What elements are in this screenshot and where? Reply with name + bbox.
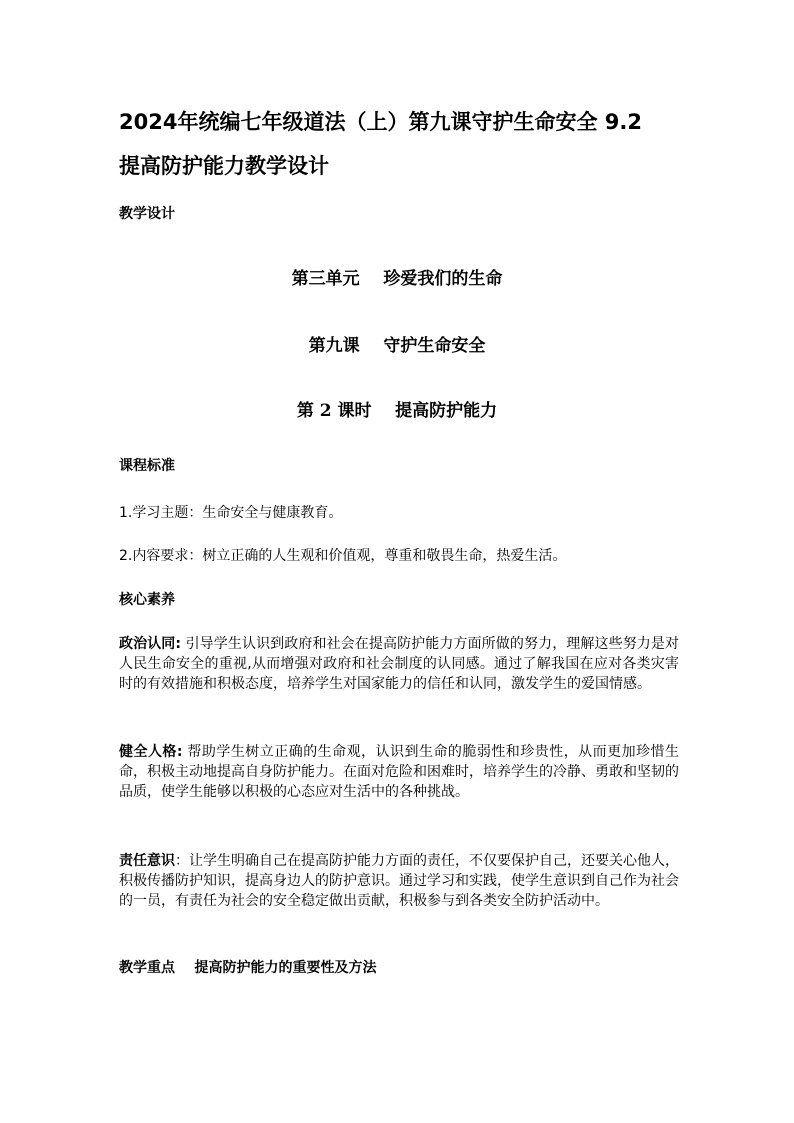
period-heading: 第 2 课时 提高防护能力	[296, 401, 498, 421]
unit-heading: 第三单元 珍爱我们的生命	[291, 269, 503, 289]
teaching-focus: 教学重点 提高防护能力的重要性及方法	[119, 960, 377, 976]
core-literacy-label: 核心素养	[119, 592, 175, 608]
responsibility-paragraph	[119, 851, 679, 911]
responsibility-text: ：让学生明确自己在提高防护能力方面的责任，不仅要保护自己，还要关心他人，积极传播防护知识，提高身边人的防护意识。通过学习和实践，使学生意识到自己作为社会的一员，有责任为社会的安全稳定做出贡献，积极参与到各类安全防护活动中。	[119, 853, 679, 909]
responsibility-lead: 责任意识	[119, 853, 175, 869]
sound-personality-lead: 健全人格:	[119, 744, 183, 760]
political-identity-text: 引导学生认识到政府和社会在提高防护能力方面所做的努力，理解这些努力是对人民生命安全的重视,从而增强对政府和社会制度的认同感。通过了解我国在应对各类灾害时的有效措施和积极态度，培养学生对国家能力的信任和认同，激发学生的爱国情感。	[119, 636, 679, 692]
political-identity-lead: 政治认同:	[119, 636, 182, 652]
title-line-1: 2024年统编七年级道法（上）第九课守护生命安全 9.2	[119, 110, 642, 134]
title-line-2: 提高防护能力教学设计	[119, 154, 329, 178]
lesson-heading: 第九课 守护生命安全	[308, 336, 486, 356]
section-label: 教学设计	[119, 206, 175, 222]
sound-personality-text: 帮助学生树立正确的生命观，认识到生命的脆弱性和珍贵性，从而更加珍惜生命，积极主动地提高自身防护能力。在面对危险和困难时，培养学生的冷静、勇敢和坚韧的品质，使学生能够以积极的心态应对生活中的各种挑战。	[119, 744, 679, 800]
curriculum-item-2: 2.内容要求：树立正确的人生观和价值观，尊重和敬畏生命，热爱生活。	[119, 548, 567, 564]
sound-personality-paragraph	[119, 742, 679, 802]
political-identity-paragraph	[119, 634, 679, 694]
document-title	[119, 100, 699, 188]
curriculum-label: 课程标准	[119, 458, 175, 474]
curriculum-item-1: 1.学习主题：生命安全与健康教育。	[119, 505, 343, 521]
